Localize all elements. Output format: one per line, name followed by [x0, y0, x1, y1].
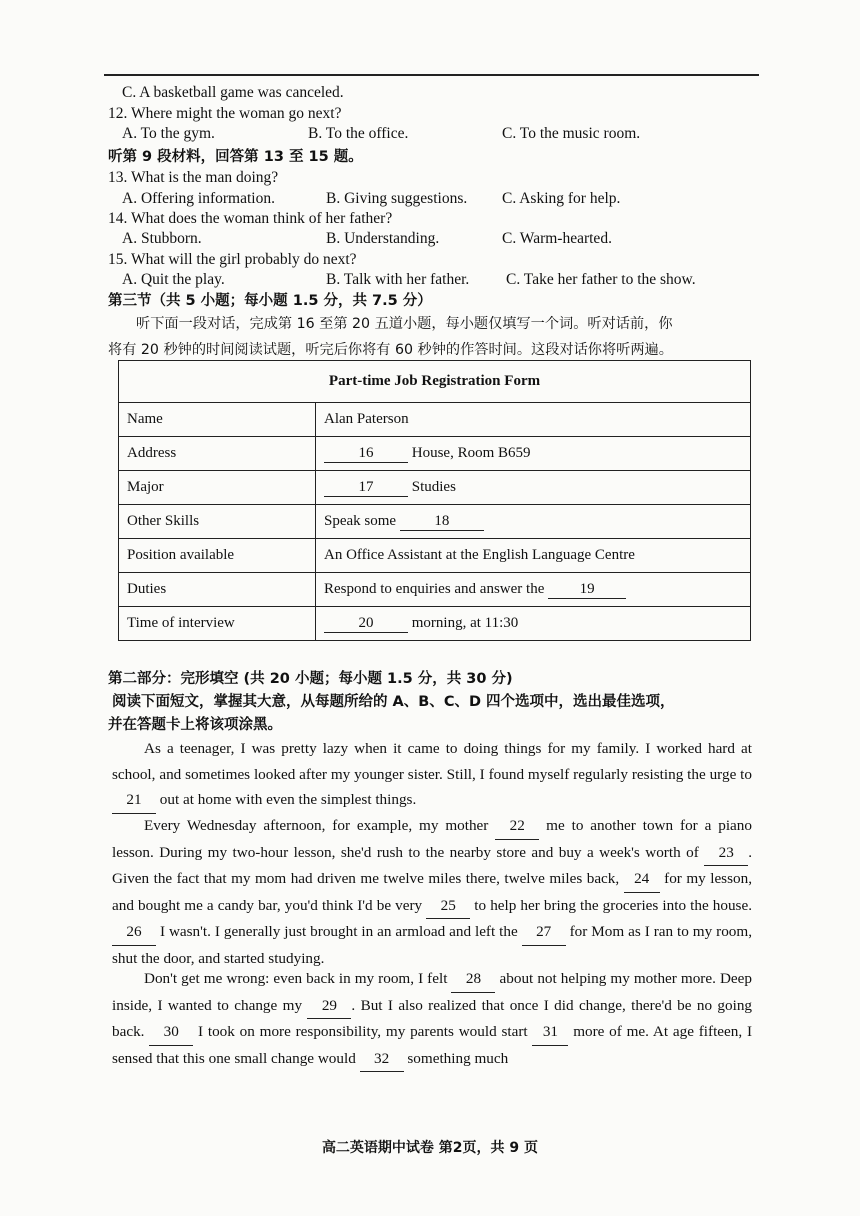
form-row-label: Major — [119, 471, 316, 505]
form-row-label: Time of interview — [119, 607, 316, 641]
q13-option-b: B. Giving suggestions. — [326, 190, 468, 207]
q12-stem: 12. Where might the woman go next? — [108, 105, 342, 122]
part3-instruction-1: 听下面一段对话，完成第 16 至第 20 五道小题，每小题仅填写一个词。听对话前，你 — [136, 316, 673, 332]
form-row — [119, 539, 751, 573]
section-9-heading: 听第 9 段材料，回答第 13 至 15 题。 — [108, 149, 363, 165]
registration-form — [118, 360, 751, 641]
q13-option-c: C. Asking for help. — [502, 190, 621, 207]
cloze-blank-29[interactable]: 29 — [307, 993, 351, 1020]
passage-paragraph-1: As a teenager, I was pretty lazy when it came to doing things for my family. I worked hard at school, and sometimes looked after my younger sister. Still, I found myself regularly resisting the urge to 21 out at home with even the simplest things. — [112, 736, 752, 814]
part2-heading: 第二部分：完形填空 (共 20 小题；每小题 1.5 分，共 30 分) — [108, 671, 513, 687]
q15-stem: 15. What will the girl probably do next? — [108, 251, 357, 268]
cloze-blank-22[interactable]: 22 — [495, 813, 539, 840]
answer-blank[interactable]: 20 — [324, 615, 408, 633]
form-row — [119, 505, 751, 539]
form-row-label: Name — [119, 403, 316, 437]
cloze-blank-24[interactable]: 24 — [624, 866, 660, 893]
form-row-value: Respond to enquiries and answer the 19 — [316, 573, 751, 607]
form-row — [119, 471, 751, 505]
form-row-value: Speak some 18 — [316, 505, 751, 539]
form-row — [119, 573, 751, 607]
form-row-value: 20 morning, at 11:30 — [316, 607, 751, 641]
form-row-value: Alan Paterson — [316, 403, 751, 437]
page-footer: 高二英语期中试卷 第2页，共 9 页 — [321, 1140, 539, 1156]
top-rule — [104, 74, 759, 76]
answer-blank[interactable]: 19 — [548, 581, 626, 599]
q15-option-a: A. Quit the play. — [122, 271, 225, 288]
q14-option-b: B. Understanding. — [326, 230, 440, 247]
form-title: Part-time Job Registration Form — [119, 361, 751, 403]
form-row-value: 16 House, Room B659 — [316, 437, 751, 471]
cloze-blank-28[interactable]: 28 — [451, 966, 495, 993]
q15-option-b: B. Talk with her father. — [326, 271, 470, 288]
cloze-blank-30[interactable]: 30 — [149, 1019, 193, 1046]
answer-blank[interactable]: 18 — [400, 513, 484, 531]
q14-stem: 14. What does the woman think of her father? — [108, 210, 393, 227]
q14-option-c: C. Warm-hearted. — [502, 230, 612, 247]
form-row-value: An Office Assistant at the English Language Centre — [316, 539, 751, 573]
answer-blank[interactable]: 16 — [324, 445, 408, 463]
form-row-value: 17 Studies — [316, 471, 751, 505]
q13-option-a: A. Offering information. — [122, 190, 275, 207]
q15-option-c: C. Take her father to the show. — [506, 271, 696, 288]
form-row-label: Address — [119, 437, 316, 471]
passage-paragraph-2: Every Wednesday afternoon, for example, my mother 22 me to another town for a piano lesson. During my two-hour lesson, she'd rush to the nearby store and buy a week's worth of 23 . Given the fact that my mom had driven me twelve miles there, twelve miles back, 24 for my lesson, and bought me a candy bar, you'd think I'd be very 25 to help her bring the groceries into the house. 26 I wasn't. I generally just brought in an armload and left the 27 for Mom as I ran to my room, shut the door, and started studying. — [112, 813, 752, 972]
q13-stem: 13. What is the man doing? — [108, 169, 279, 186]
form-row — [119, 437, 751, 471]
form-row-label: Duties — [119, 573, 316, 607]
q12-option-a: A. To the gym. — [122, 125, 215, 142]
part2-instruction-1: 阅读下面短文，掌握其大意，从每题所给的 A、B、C、D 四个选项中，选出最佳选项， — [112, 694, 675, 710]
part2-instruction-2: 并在答题卡上将该项涂黑。 — [108, 717, 282, 733]
form-row-label: Position available — [119, 539, 316, 573]
form-row — [119, 403, 751, 437]
q11-option-c: C. A basketball game was canceled. — [122, 84, 344, 101]
cloze-blank-21[interactable]: 21 — [112, 787, 156, 814]
cloze-blank-27[interactable]: 27 — [522, 919, 566, 946]
cloze-blank-31[interactable]: 31 — [532, 1019, 568, 1046]
passage-paragraph-3: Don't get me wrong: even back in my room, I felt 28 about not helping my mother more. Deep inside, I wanted to change my 29 . But I also realized that once I did change, there'd be no going back. 30 I took on more responsibility, my parents would start 31 more of me. At age fifteen, I sensed that this one small change would 32 something much — [112, 966, 752, 1072]
form-row-label: Other Skills — [119, 505, 316, 539]
form-row — [119, 607, 751, 641]
cloze-blank-23[interactable]: 23 — [704, 840, 748, 867]
part3-instruction-2: 将有 20 秒钟的时间阅读试题，听完后你将有 60 秒钟的作答时间。这段对话你将听两遍。 — [108, 342, 673, 358]
cloze-blank-26[interactable]: 26 — [112, 919, 156, 946]
cloze-blank-25[interactable]: 25 — [426, 893, 470, 920]
cloze-blank-32[interactable]: 32 — [360, 1046, 404, 1073]
q14-option-a: A. Stubborn. — [122, 230, 202, 247]
q12-option-b: B. To the office. — [308, 125, 409, 142]
q12-option-c: C. To the music room. — [502, 125, 641, 142]
part3-heading: 第三节（共 5 小题；每小题 1.5 分，共 7.5 分） — [108, 293, 432, 309]
answer-blank[interactable]: 17 — [324, 479, 408, 497]
